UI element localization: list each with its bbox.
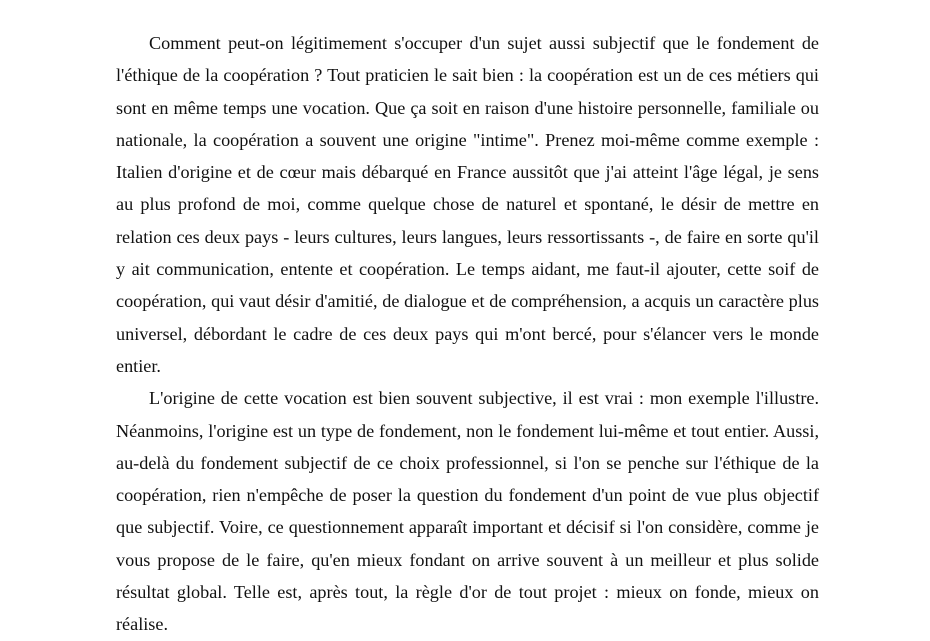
paragraph-2: L'origine de cette vocation est bien souvent subjective, il est vrai : mon exemple l'illustre. Néanmoins, l'origine est un type de fondement, non le fondement lui-même et tout entier. Aussi, au-delà du fondement subjectif de ce choix professionnel, si l'on se penche sur l'éthique de la coopération, rien n'empêche de poser la question du fondement d'un point de vue plus objectif que subjectif. Voire, ce questionnement apparaît important et décisif si l'on considère, comme je vous propose de le faire, qu'en mieux fondant on arrive souvent à un meilleur et plus solide résultat global. Telle est, après tout, la règle d'or de tout projet : mieux on fonde, mieux on réalise. [116,388,819,635]
paragraph-1: Comment peut-on légitimement s'occuper d'un sujet aussi subjectif que le fondement de l'éthique de la coopération ? Tout praticien le sait bien : la coopération est un de ces métiers qui sont en même temps une vocation. Que ça soit en raison d'une histoire personnelle, familiale ou nationale, la coopération a souvent une origine "intime". Prenez moi-même comme exemple : Italien d'origine et de cœur mais débarqué en France aussitôt que j'ai atteint l'âge légal, je sens au plus profond de moi, comme quelque chose de naturel et spontané, le désir de mettre en relation ces deux pays - leurs cultures, leurs langues, leurs ressortissants -, de faire en sorte qu'il y ait communication, entente et coopération. Le temps aidant, me faut-il ajouter, cette soif de coopération, qui vaut désir d'amitié, de dialogue et de compréhension, a acquis un caractère plus universel, débordant le cadre de ces deux pays qui m'ont bercé, pour s'élancer vers le monde entier. [116,33,819,376]
body-text [116,27,819,641]
